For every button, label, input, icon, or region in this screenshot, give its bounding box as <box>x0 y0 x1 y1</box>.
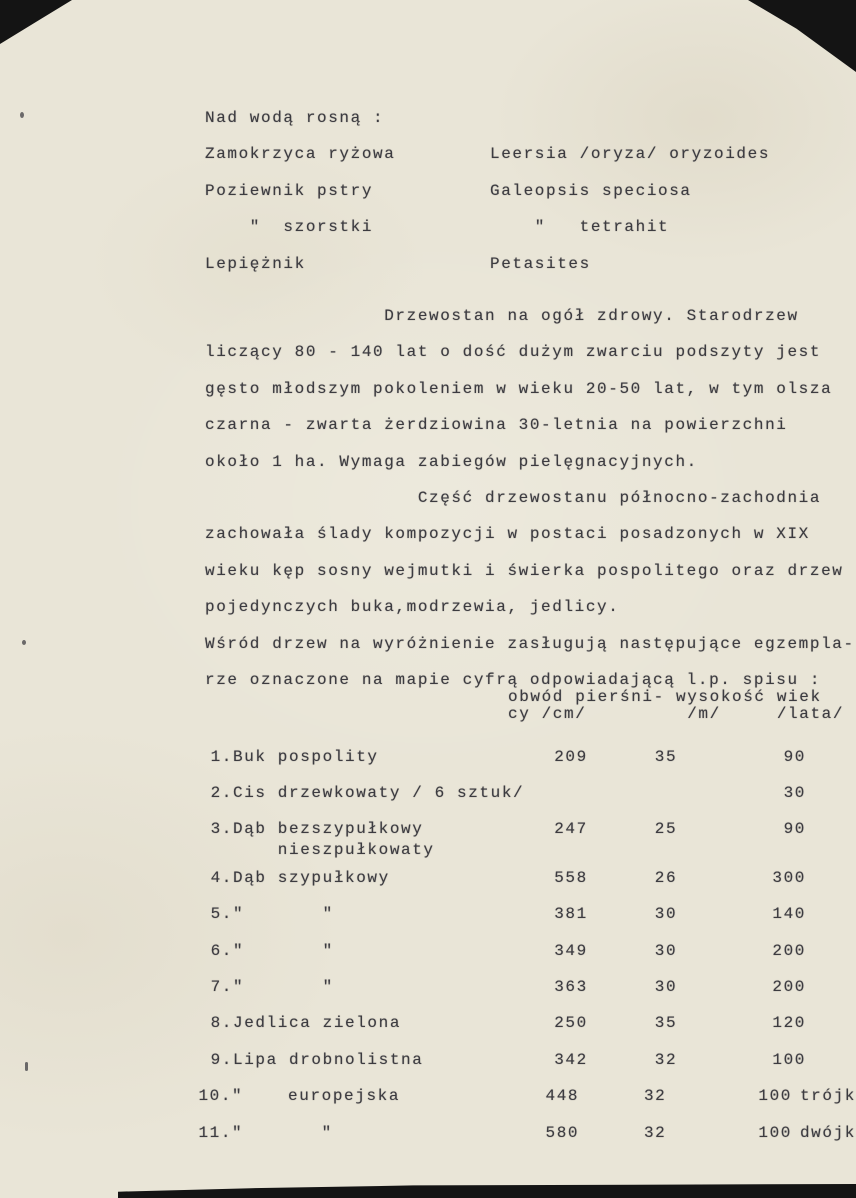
table-header-line: cy /cm/ /m/ /lata/ <box>508 704 845 723</box>
girth-value: 349 <box>554 941 588 960</box>
intro-line: Nad wodą rosną : <box>205 109 385 127</box>
plant-row <box>205 173 856 209</box>
paragraph-line: pojedynczych buka,modrzewia, jedlicy. <box>205 598 620 617</box>
age-value: 120 <box>772 1014 806 1033</box>
plant-polish-name: Lepiężnik <box>205 254 306 273</box>
age-value: 30 <box>783 783 806 802</box>
plant-latin-name: Leersia /oryza/ oryzoides <box>490 145 771 164</box>
scan-corner-top-left <box>0 0 72 44</box>
height-value: 32 <box>654 1050 678 1069</box>
tree-name-text: " " <box>232 1123 333 1142</box>
table-row <box>205 775 856 811</box>
scan-artifact <box>22 640 26 645</box>
tree-name <box>233 860 541 896</box>
tree-name-text: Dąb bezszypułkowy <box>233 820 424 839</box>
table-row <box>205 739 856 775</box>
paragraph-line: Wśród drzew na wyróżnienie zasługują następujące egzempla- <box>205 634 855 653</box>
tree-name-text: " " <box>233 905 334 924</box>
table-row <box>205 860 856 896</box>
tree-name-text: Jedlica zielona <box>233 1014 402 1033</box>
table-row <box>205 1005 856 1041</box>
tree-name-text: " " <box>233 977 334 996</box>
age-value: 300 <box>772 868 806 887</box>
tree-name <box>233 896 541 932</box>
typewritten-content <box>198 100 856 1151</box>
height-value: 32 <box>643 1123 667 1142</box>
girth-value: 448 <box>545 1087 580 1106</box>
girth-value: 558 <box>554 868 588 887</box>
tree-name <box>233 811 541 859</box>
table-row <box>198 1115 856 1151</box>
age-value: 140 <box>772 905 806 924</box>
tree-name <box>233 1005 541 1041</box>
tree-name <box>233 969 541 1005</box>
height-value: 35 <box>654 747 678 766</box>
tree-name <box>232 1078 533 1114</box>
table-header-line: obwód pierśni- wysokość wiek <box>508 687 822 706</box>
age-value: 200 <box>772 977 806 996</box>
paragraph-line: rze oznaczone na mapie cyfrą odpowiadającą l.p. spisu : <box>205 671 822 690</box>
plant-latin-name: Galeopsis speciosa <box>490 181 692 200</box>
plant-latin-name: " tetrahit <box>490 218 670 237</box>
scan-artifact <box>20 112 24 118</box>
age-value: 100 <box>772 1050 806 1069</box>
paragraph-composition <box>205 480 856 626</box>
paragraph-line: czarna - zwarta żerdziowina 30-letnia na powierzchni <box>205 416 788 435</box>
paragraph-line: liczący 80 - 140 lat o dość dużym zwarciu podszyty jest <box>205 343 822 362</box>
plant-polish-name: " szorstki <box>205 218 374 237</box>
tree-name-text: " " <box>233 941 334 960</box>
girth-value: 363 <box>554 977 588 996</box>
paragraph-line: gęsto młodszym pokoleniem w wieku 20-50 lat, w tym olsza <box>205 379 833 398</box>
tree-name-text: Dąb szypułkowy <box>233 868 390 887</box>
row-number: 1. <box>210 747 233 766</box>
tree-name <box>233 775 541 811</box>
height-value: 30 <box>654 905 678 924</box>
row-number: 10. <box>198 1087 233 1106</box>
girth-value: 580 <box>545 1123 580 1142</box>
age-value: 100 <box>758 1087 792 1106</box>
age-value: 200 <box>772 941 806 960</box>
age-value: 100 <box>758 1123 792 1142</box>
paragraph-line: Drzewostan na ogół zdrowy. Starodrzew <box>205 307 799 326</box>
tree-name <box>232 1115 533 1151</box>
plant-polish-name: Poziewnik pstry <box>205 181 374 200</box>
height-value: 32 <box>643 1087 667 1106</box>
scan-artifact <box>25 1062 28 1071</box>
paragraph-line: około 1 ha. Wymaga zabiegów pielęgnacyjnych. <box>205 452 698 471</box>
tree-name <box>233 739 541 775</box>
row-number: 9. <box>210 1050 233 1069</box>
plant-list <box>205 136 856 282</box>
tree-name-text: Buk pospolity <box>233 747 379 766</box>
table-row <box>205 933 856 969</box>
tree-name-text: Cis drzewkowaty / 6 sztuk/ <box>233 783 525 802</box>
plant-latin-name: Petasites <box>490 254 591 273</box>
plant-row <box>205 136 856 172</box>
height-value: 26 <box>654 868 678 887</box>
row-number: 4. <box>210 868 233 887</box>
girth-value: 342 <box>554 1050 588 1069</box>
row-number: 7. <box>210 977 233 996</box>
tree-name-correction: nieszpułkowaty <box>233 840 435 859</box>
tree-table <box>198 739 856 1151</box>
table-row <box>205 1042 856 1078</box>
paragraph-stand-condition <box>205 298 856 480</box>
table-row <box>205 969 856 1005</box>
age-value: 90 <box>783 747 806 766</box>
girth-value: 209 <box>554 747 588 766</box>
tree-table-header <box>508 689 856 723</box>
table-row <box>198 1078 856 1114</box>
row-note: trójk <box>799 1087 856 1106</box>
tree-name-text: Lipa drobnolistna <box>233 1050 424 1069</box>
row-number: 5. <box>210 905 233 924</box>
paragraph-line: wieku kęp sosny wejmutki i świerka pospolitego oraz drzew <box>205 561 844 580</box>
height-value: 30 <box>654 977 678 996</box>
row-number: 8. <box>210 1014 233 1033</box>
age-value: 90 <box>783 820 806 839</box>
table-row <box>205 811 856 859</box>
girth-value: 381 <box>554 905 588 924</box>
table-row <box>205 896 856 932</box>
height-value: 25 <box>654 820 678 839</box>
tree-name-text: " europejska <box>232 1087 401 1106</box>
row-note: dwójk <box>799 1123 856 1142</box>
scan-edge-bottom <box>118 1184 856 1198</box>
row-number: 6. <box>210 941 233 960</box>
paragraph-line: Część drzewostanu północno-zachodnia <box>205 489 822 508</box>
plant-row <box>205 209 856 245</box>
tree-name <box>233 1042 541 1078</box>
girth-value: 250 <box>554 1014 588 1033</box>
row-number: 11. <box>198 1123 233 1142</box>
girth-value: 247 <box>554 820 588 839</box>
plant-polish-name: Zamokrzyca ryżowa <box>205 145 396 164</box>
height-value: 35 <box>654 1014 678 1033</box>
height-value: 30 <box>654 941 678 960</box>
tree-name <box>233 933 541 969</box>
row-number: 3. <box>210 820 233 839</box>
plant-row <box>205 246 856 282</box>
scan-corner-top-right <box>748 0 856 72</box>
paragraph-line: zachowała ślady kompozycji w postaci posadzonych w XIX <box>205 525 810 544</box>
row-number: 2. <box>210 783 233 802</box>
